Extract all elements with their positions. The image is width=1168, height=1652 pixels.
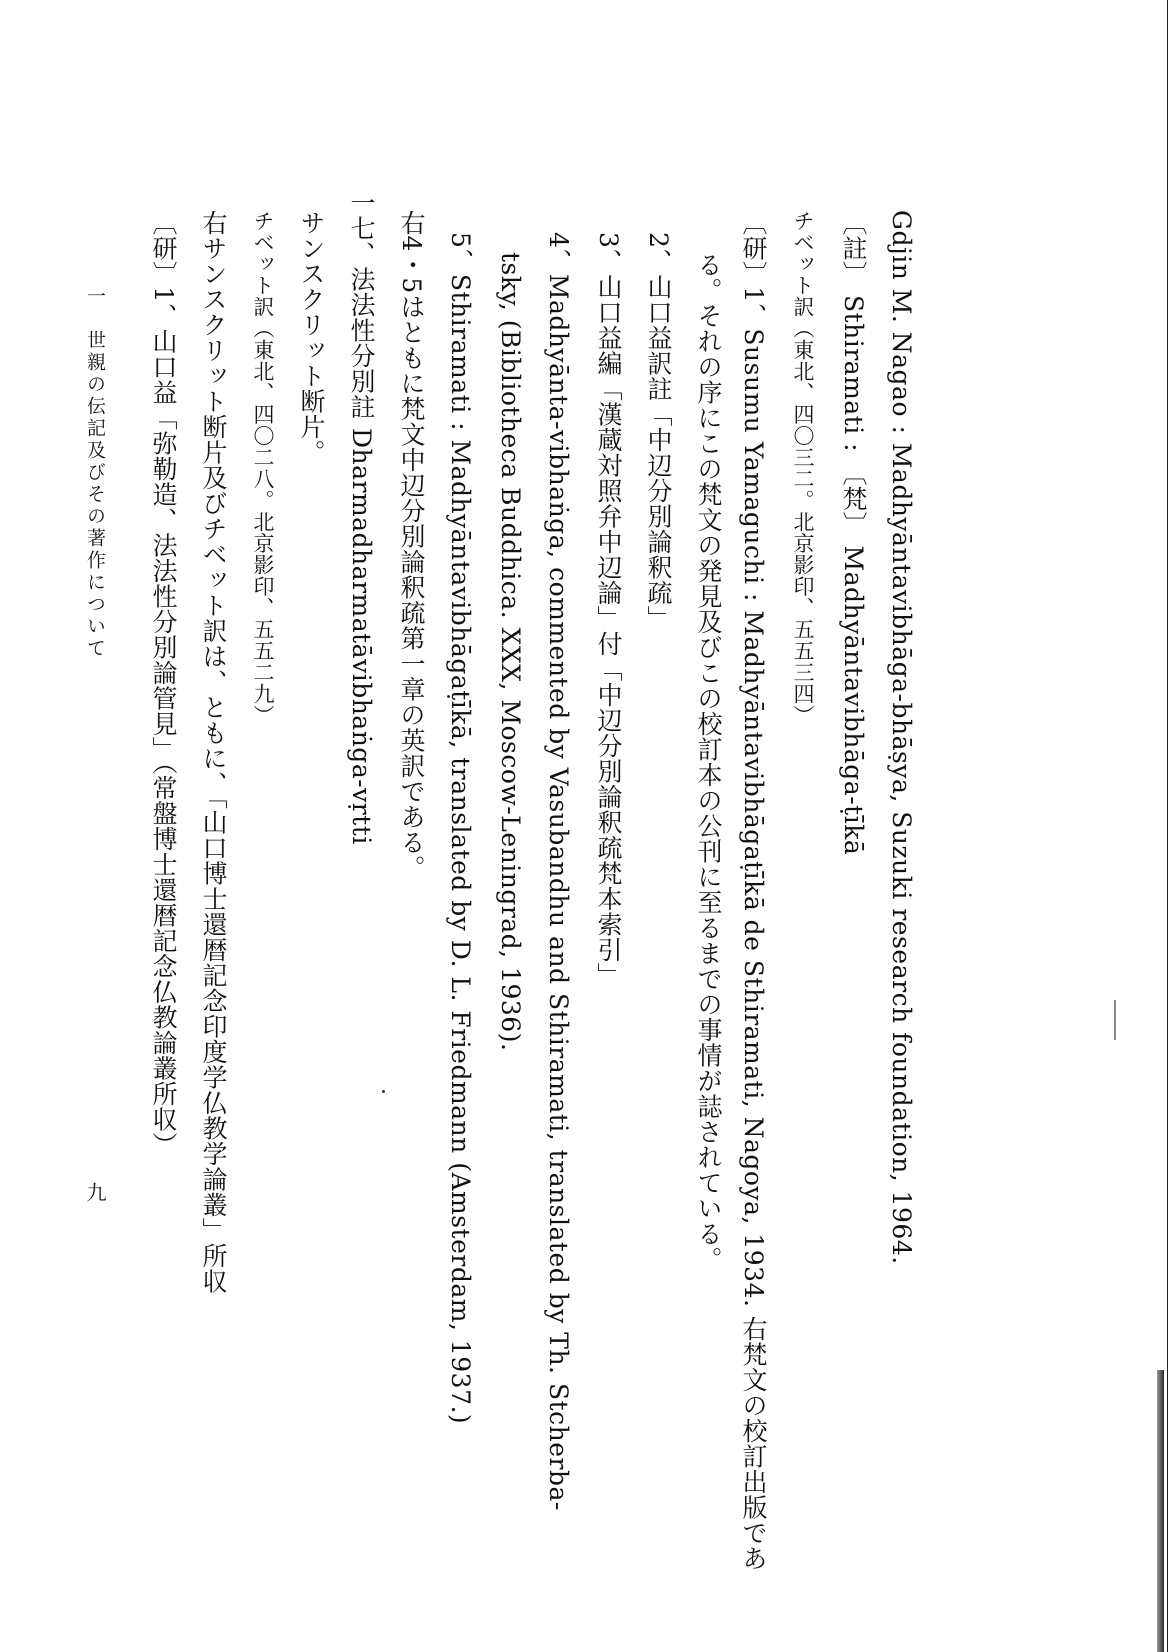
text-line-2: 〔註〕 Sthiramati : 〔梵〕 Madhyāntavibhāga-ṭīkā <box>839 210 868 856</box>
text-line-13: サンスクリット断片。 <box>297 210 326 465</box>
text-line-10: 5、Sthiramati : Madhyāntavibhāgaṭīkā, translated by D. L. Friedmann (Amsterdam, 1937.) <box>446 232 475 1425</box>
text-line-3: チベット訳（東北、四〇三二。北京影印、五五三四） <box>791 210 815 726</box>
text-line-15: 右サンスクリット断片及びチベット訳は、ともに、「山口博士還暦記念印度学仏教学論叢」所収 <box>199 210 228 1294</box>
scan-dot <box>382 1090 385 1093</box>
text-line-9: tsky, (Bibliotheca Buddhica. XXX, Moscow-Leningrad, 1936). <box>496 252 525 1052</box>
text-line-6: 2、山口益訳註「中辺分別論釈疏」 <box>644 232 673 631</box>
scan-mark <box>1114 1000 1116 1040</box>
text-line-7: 3、山口益編「漢蔵対照弁中辺論」付「中辺分別論釈疏梵本索引」 <box>594 232 623 988</box>
text-line-8: 4、Madhyānta-vibhaṅga, commented by Vasubandhu and Sthiramati, translated by Th. Stcherba- <box>544 232 573 1511</box>
text-line-12: 一七、法法性分別註 Dharmadharmatāvibhaṅga-vṛtti <box>347 190 376 845</box>
page-number: 九 <box>83 1182 107 1203</box>
text-line-1: Gdjin M. Nagao : Madhyāntavibhāga-bhāṣya, Suzuki research foundation, 1964. <box>887 210 916 1265</box>
text-line-14: チベット訳（東北、四〇二八。北京影印、五五二九） <box>251 210 275 726</box>
text-line-16: 〔研〕1、山口益「弥勒造、法法性分別論管見」（常盤博士還暦記念仏教論叢所収） <box>149 210 178 1158</box>
text-line-11: 右4・5はともに梵文中辺分別論釈疏第一章の英訳である。 <box>397 210 426 881</box>
page-edge-shadow <box>1157 1370 1164 1652</box>
running-title: 一 世親の伝記及びその著作について <box>84 286 106 660</box>
text-line-5: る。それの序にこの梵文の発見及びこの校訂本の公刊に至るまでの事情が誌されている。 <box>694 252 723 1272</box>
text-line-4: 〔研〕1、Susumu Yamaguchi : Madhyāntavibhāgaṭīkā de Sthiramati, Nagoya, 1934. 右梵文の校訂出版であ <box>739 210 768 1571</box>
